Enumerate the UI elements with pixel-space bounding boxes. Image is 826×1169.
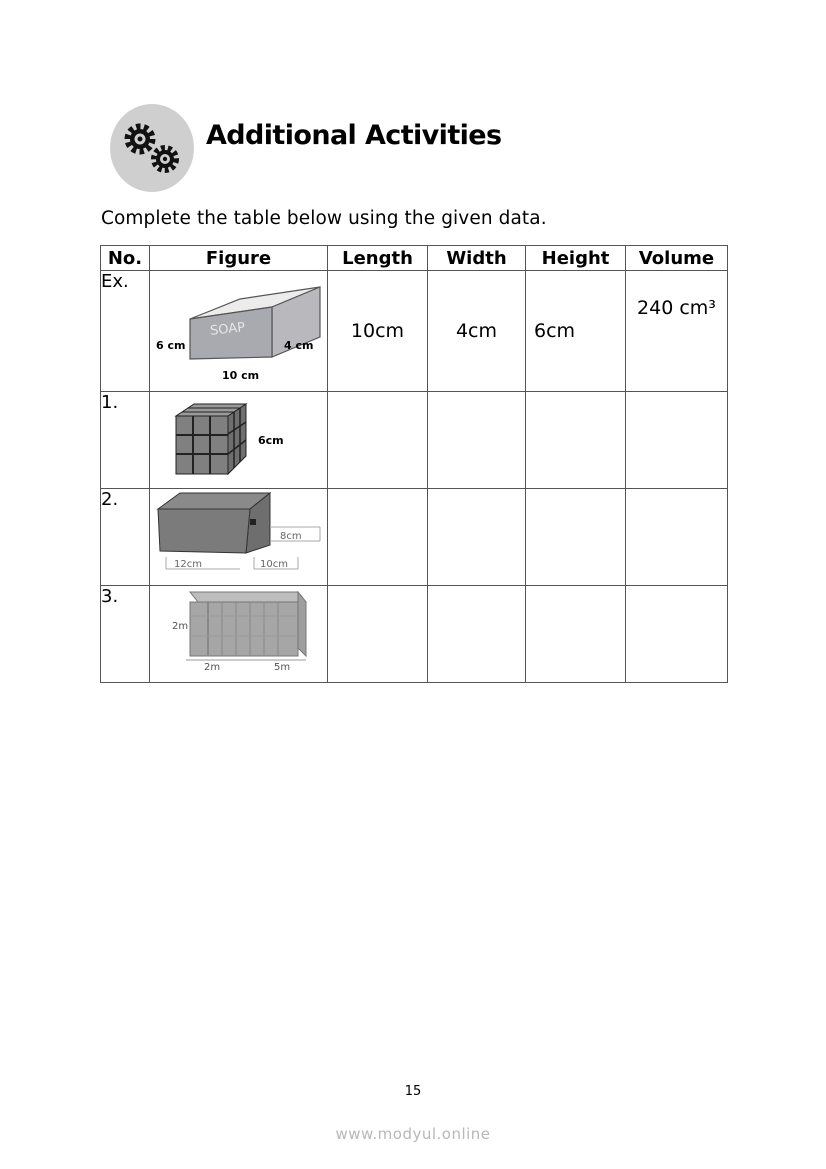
row-number: Ex. bbox=[101, 271, 150, 392]
length-value: 10cm bbox=[328, 271, 428, 392]
gears-icon bbox=[109, 103, 195, 193]
activity-table bbox=[100, 245, 728, 683]
instructions: Complete the table below using the given data. bbox=[101, 208, 547, 229]
height-cell bbox=[526, 392, 626, 489]
column-header-no: No. bbox=[101, 246, 150, 271]
cube-illustration bbox=[150, 392, 328, 488]
dimension-label: 10cm bbox=[260, 559, 288, 570]
row-number: 1. bbox=[101, 392, 150, 489]
width-cell bbox=[428, 489, 526, 586]
height-cell bbox=[526, 586, 626, 683]
volume-cell bbox=[626, 586, 728, 683]
soap-label: SOAP bbox=[209, 320, 246, 339]
column-header-volume: Volume bbox=[626, 246, 728, 271]
container-illustration bbox=[150, 586, 328, 682]
table-header-row bbox=[101, 246, 728, 271]
page-title: Additional Activities bbox=[206, 120, 502, 151]
soap-box-illustration bbox=[150, 271, 328, 391]
dimension-label: 8cm bbox=[280, 531, 302, 542]
volume-value: 240 cm³ bbox=[626, 271, 728, 392]
row-number: 2. bbox=[101, 489, 150, 586]
volume-cell bbox=[626, 489, 728, 586]
dimension-label: 5m bbox=[274, 662, 291, 673]
dimension-label: 4 cm bbox=[284, 339, 314, 352]
dimension-label: 2m bbox=[204, 662, 221, 673]
dimension-label: 6cm bbox=[258, 434, 284, 447]
column-header-width: Width bbox=[428, 246, 526, 271]
dimension-label: 2m bbox=[172, 621, 189, 632]
page-number: 15 bbox=[404, 1084, 422, 1099]
column-header-length: Length bbox=[328, 246, 428, 271]
figure-soap-box bbox=[150, 271, 328, 392]
table-row bbox=[101, 489, 728, 586]
volume-cell bbox=[626, 392, 728, 489]
column-header-figure: Figure bbox=[150, 246, 328, 271]
dimension-label: 6 cm bbox=[156, 339, 186, 352]
figure-cube bbox=[150, 392, 328, 489]
dimension-label: 10 cm bbox=[222, 369, 260, 382]
width-cell bbox=[428, 586, 526, 683]
column-header-height: Height bbox=[526, 246, 626, 271]
table-row-example bbox=[101, 271, 728, 392]
length-cell bbox=[328, 586, 428, 683]
box-illustration bbox=[150, 489, 328, 585]
width-cell bbox=[428, 392, 526, 489]
table-row bbox=[101, 392, 728, 489]
figure-container bbox=[150, 586, 328, 683]
watermark: www.modyul.online bbox=[335, 1125, 491, 1143]
row-number: 3. bbox=[101, 586, 150, 683]
length-cell bbox=[328, 489, 428, 586]
figure-box bbox=[150, 489, 328, 586]
width-value: 4cm bbox=[428, 271, 526, 392]
dimension-label: 12cm bbox=[174, 559, 202, 570]
table-row bbox=[101, 586, 728, 683]
length-cell bbox=[328, 392, 428, 489]
height-cell bbox=[526, 489, 626, 586]
height-value: 6cm bbox=[526, 271, 626, 392]
